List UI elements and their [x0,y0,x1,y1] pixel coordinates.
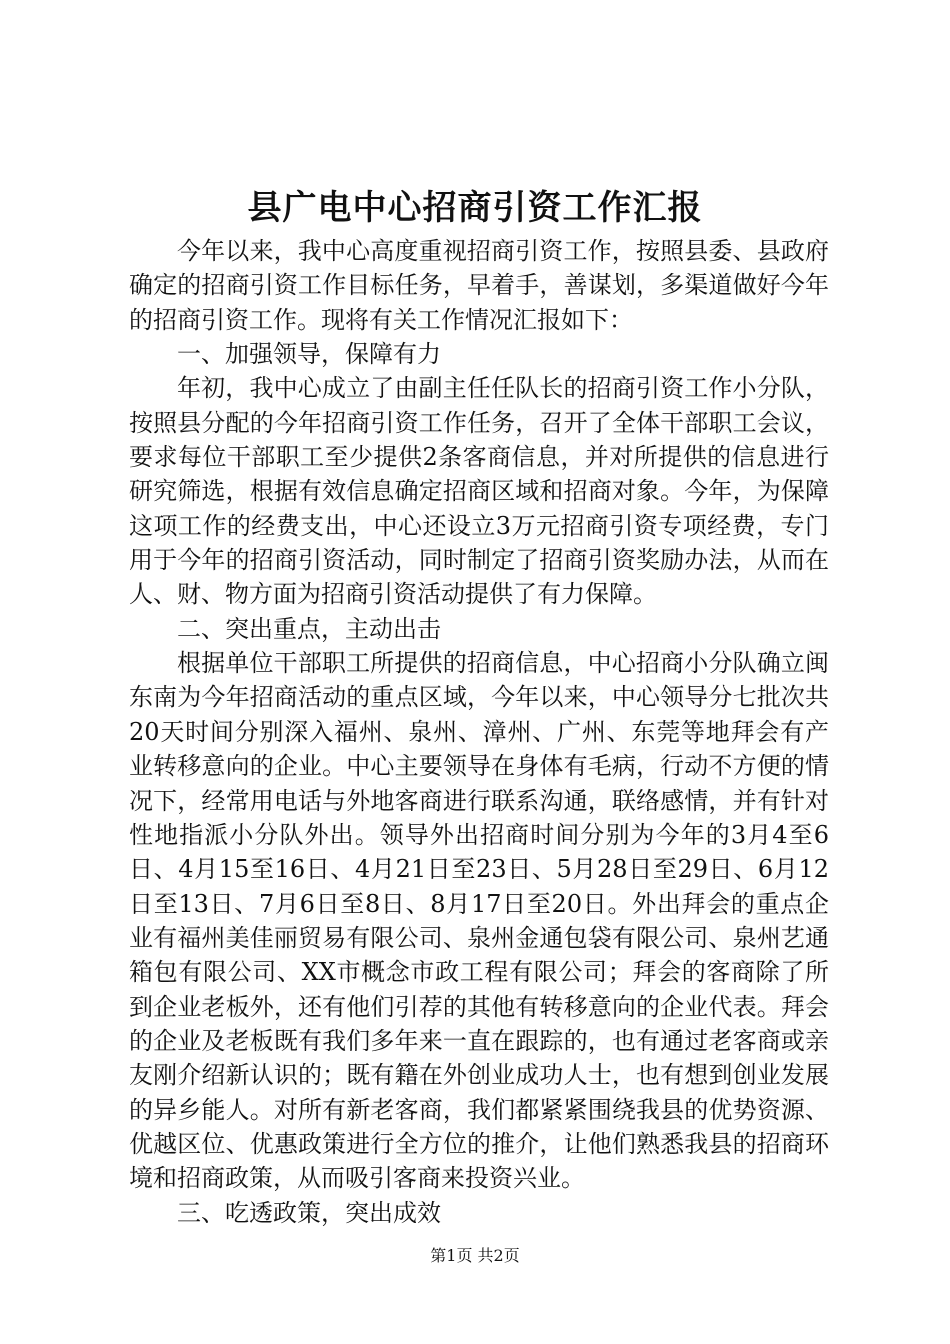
page-footer: 第1页 共2页 [430,1246,520,1265]
document-body [129,234,829,1230]
intro-paragraph: 今年以来，我中心高度重视招商引资工作，按照县委、县政府确定的招商引资工作目标任务，早着手，善谋划，多渠道做好今年的招商引资工作。现将有关工作情况汇报如下： [129,237,829,334]
section-heading-3: 三、吃透政策，突出成效 [177,1198,441,1227]
section-1-paragraph: 年初，我中心成立了由副主任任队长的招商引资工作小分队，按照县分配的今年招商引资工作任务，召开了全体干部职工会议，要求每位干部职工至少提供2条客商信息，并对所提供的信息进行研究筛选，根据有效信息确定招商区域和招商对象。今年，为保障这项工作的经费支出，中心还设立3万元招商引资专项经费，专门用于今年的招商引资活动，同时制定了招商引资奖励办法，从而在人、财、物方面为招商引资活动提供了有力保障。 [129,374,829,609]
section-heading-1: 一、加强领导，保障有力 [177,340,441,369]
section-2-paragraph: 根据单位干部职工所提供的招商信息，中心招商小分队确立闽东南为今年招商活动的重点区域，今年以来，中心领导分七批次共20天时间分别深入福州、泉州、漳州、广州、东莞等地拜会有产业转移意向的企业。中心主要领导在身体有毛病，行动不方便的情况下，经常用电话与外地客商进行联系沟通，联络感情，并有针对性地指派小分队外出。领导外出招商时间分别为今年的3月4至6日、4月15至16日、4月21日至23日、5月28日至29日、6月12日至13日、7月6日至8日、8月17日至20日。外出拜会的重点企业有福州美佳丽贸易有限公司、泉州金通包袋有限公司、泉州艺通箱包有限公司、XX市概念市政工程有限公司；拜会的客商除了所到企业老板外，还有他们引荐的其他有转移意向的企业代表。拜会的企业及老板既有我们多年来一直在跟踪的，也有通过老客商或亲友刚介绍新认识的；既有籍在外创业成功人士，也有想到创业发展的异乡能人。对所有新老客商，我们都紧紧围绕我县的优势资源、优越区位、优惠政策进行全方位的推介，让他们熟悉我县的招商环境和招商政策，从而吸引客商来投资兴业。 [129,649,829,1193]
document-title: 县广电中心招商引资工作汇报 [247,188,703,228]
section-heading-2: 二、突出重点，主动出击 [177,614,441,643]
